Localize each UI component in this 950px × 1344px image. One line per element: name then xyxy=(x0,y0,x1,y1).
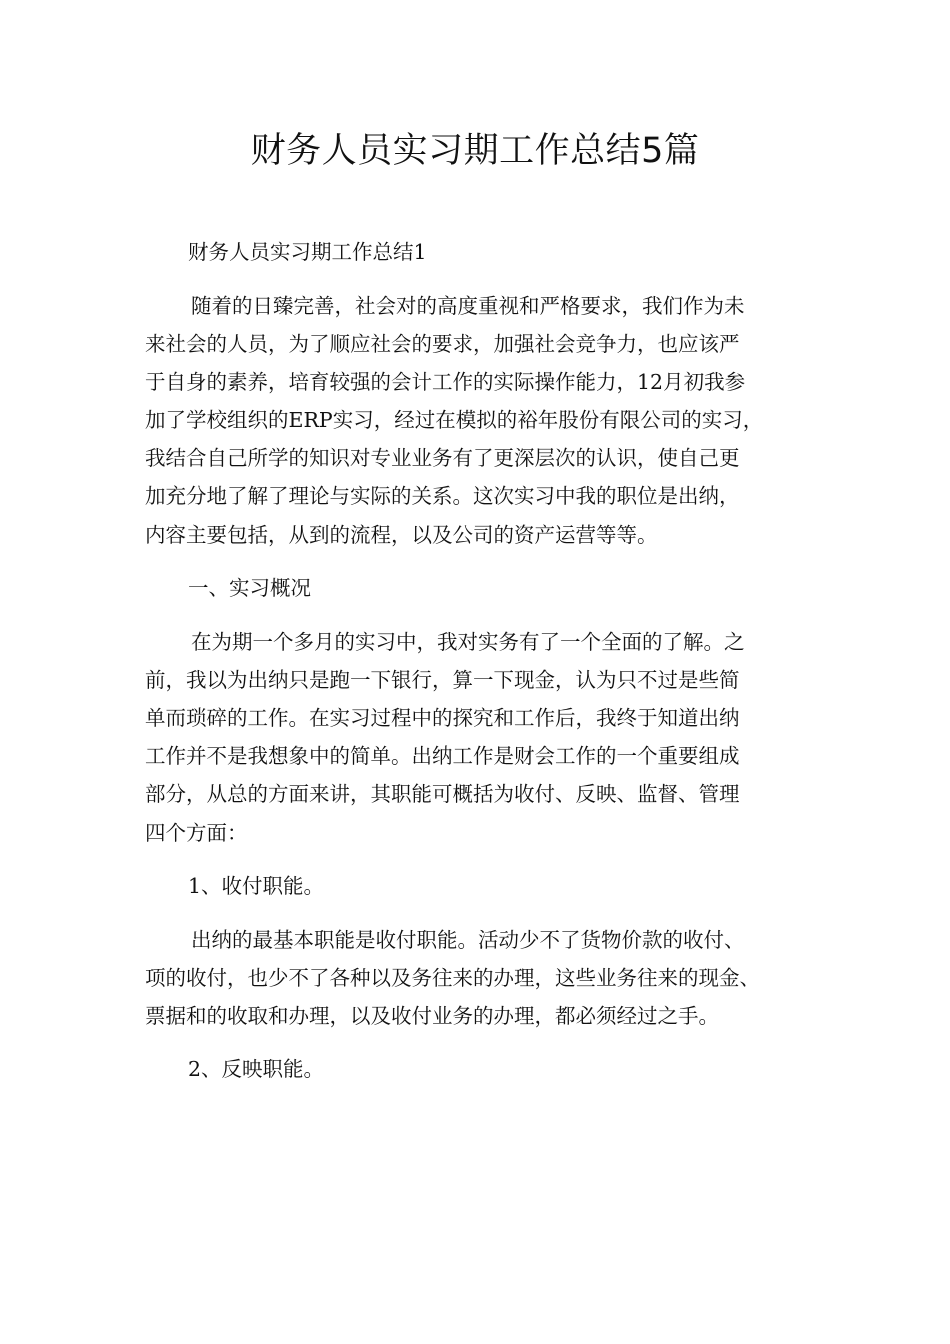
paragraph-line: 加了学校组织的ERP实习，经过在模拟的裕年股份有限公司的实习， xyxy=(145,408,764,433)
heading-reflect: 2、反映职能。 xyxy=(188,1057,325,1082)
paragraph-line: 内容主要包括，从到的流程，以及公司的资产运营等等。 xyxy=(145,522,658,547)
paragraph-line: 我结合自己所学的知识对专业业务有了更深层次的认识，使自己更 xyxy=(145,446,740,471)
paragraph-line: 随着的日臻完善，社会对的高度重视和严格要求，我们作为未 xyxy=(191,293,745,318)
paragraph-line: 来社会的人员，为了顺应社会的要求，加强社会竞争力，也应该严 xyxy=(145,331,740,356)
collect-paragraph xyxy=(145,921,825,1036)
paragraph-line: 前，我以为出纳只是跑一下银行，算一下现金，认为只不过是些简 xyxy=(145,667,740,692)
paragraph-line: 加充分地了解了理论与实际的关系。这次实习中我的职位是出纳， xyxy=(145,484,740,509)
section-title: 财务人员实习期工作总结1 xyxy=(188,240,427,264)
paragraph-line: 单而琐碎的工作。在实习过程中的探究和工作后，我终于知道出纳 xyxy=(145,705,740,730)
document-body xyxy=(145,233,825,1104)
paragraph-line: 工作并不是我想象中的简单。出纳工作是财会工作的一个重要组成 xyxy=(145,744,740,769)
paragraph-line: 出纳的最基本职能是收付职能。活动少不了货物价款的收付、 xyxy=(191,927,745,952)
paragraph-line: 部分，从总的方面来讲，其职能可概括为收付、反映、监督、管理 xyxy=(145,782,740,807)
intro-paragraph xyxy=(145,287,825,554)
paragraph-line: 项的收付，也少不了各种以及务往来的办理，这些业务往来的现金、 xyxy=(145,965,760,990)
heading-collect: 1、收付职能。 xyxy=(188,874,325,899)
paragraph-line: 四个方面： xyxy=(145,820,248,845)
paragraph-line: 于自身的素养，培育较强的会计工作的实际操作能力，12月初我参 xyxy=(145,369,746,394)
document-title: 财务人员实习期工作总结5篇 xyxy=(250,131,700,171)
paragraph-line: 票据和的收取和办理，以及收付业务的办理，都必须经过之手。 xyxy=(145,1003,719,1028)
heading-overview: 一、实习概况 xyxy=(188,576,311,601)
paragraph-line: 在为期一个多月的实习中，我对实务有了一个全面的了解。之 xyxy=(191,629,745,654)
overview-paragraph xyxy=(145,623,825,852)
